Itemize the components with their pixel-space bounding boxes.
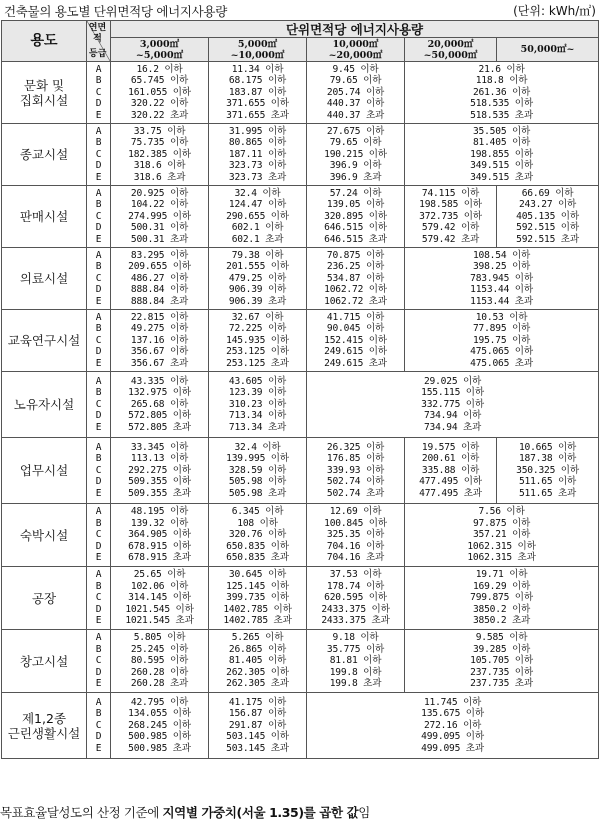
footnote [0, 803, 370, 821]
grade-list: A B C D E [87, 62, 111, 124]
grade-list: A B C D E [87, 310, 111, 372]
table-row [2, 693, 599, 759]
value-cell: 11.34 이하 68.175 이하 183.87 이하 371.655 이하 371.655 초과 [209, 62, 307, 124]
use-name: 공장 [2, 567, 87, 630]
header-diagonal-cell [87, 21, 111, 62]
value-cell: 32.4 이하 124.47 이하 290.655 이하 602.1 이하 602.1 초과 [209, 186, 307, 248]
value-cell: 41.175 이하 156.87 이하 291.87 이하 503.145 이하 503.145 초과 [209, 693, 307, 759]
value-cell: 27.675 이하 79.65 이하 190.215 이하 396.9 이하 396.9 초과 [307, 124, 405, 186]
value-cell: 19.575 이하 200.61 이하 335.88 이하 477.495 이하 477.495 초과 [405, 438, 497, 504]
use-name: 제1,2종 근린생활시설 [2, 693, 87, 759]
value-cell: 83.295 이하 209.655 이하 486.27 이하 888.84 이하 888.84 초과 [111, 248, 209, 310]
value-cell: 9.45 이하 79.65 이하 205.74 이하 440.37 이하 440.37 초과 [307, 62, 405, 124]
value-cell: 22.815 이하 49.275 이하 137.16 이하 356.67 이하 356.67 초과 [111, 310, 209, 372]
header-area-label: 연면적 [88, 23, 107, 44]
footnote-prefix: 목표효율달성도의 산정 기준에 [0, 805, 163, 820]
value-cell: 21.6 이하 118.8 이하 261.36 이하 518.535 이하 518.535 초과 [405, 62, 599, 124]
table-row [2, 567, 599, 630]
grade-list: A B C D E [87, 567, 111, 630]
value-cell: 12.69 이하 100.845 이하 325.35 이하 704.16 이하 704.16 초과 [307, 504, 405, 567]
use-name: 판매시설 [2, 186, 87, 248]
header-range-3: 10,000㎡ ~20,000㎡ [307, 38, 405, 62]
value-cell: 30.645 이하 125.145 이하 399.735 이하 1402.785 이하 1402.785 초과 [209, 567, 307, 630]
table-row [2, 438, 599, 504]
grade-list: A B C D E [87, 630, 111, 693]
unit-label: (단위: kWh/㎡) [513, 4, 596, 18]
value-cell: 108.54 이하 398.25 이하 783.945 이하 1153.44 이하 1153.44 초과 [405, 248, 599, 310]
grade-list: A B C D E [87, 124, 111, 186]
use-name: 교육연구시설 [2, 310, 87, 372]
table-row [2, 248, 599, 310]
value-cell: 43.335 이하 132.975 이하 265.68 이하 572.805 이하 572.805 초과 [111, 372, 209, 438]
header-main: 단위면적당 에너지사용량 [111, 21, 599, 38]
value-cell: 9.585 이하 39.285 이하 105.705 이하 237.735 이하 237.735 초과 [405, 630, 599, 693]
value-cell: 19.71 이하 169.29 이하 799.875 이하 3850.2 이하 3850.2 초과 [405, 567, 599, 630]
value-cell: 66.69 이하 243.27 이하 405.135 이하 592.515 이하 592.515 초과 [497, 186, 599, 248]
value-cell: 10.665 이하 187.38 이하 350.325 이하 511.65 이하 511.65 초과 [497, 438, 599, 504]
value-cell: 7.56 이하 97.875 이하 357.21 이하 1062.315 이하 1062.315 초과 [405, 504, 599, 567]
value-cell: 16.2 이하 65.745 이하 161.055 이하 320.22 이하 320.22 초과 [111, 62, 209, 124]
grade-list: A B C D E [87, 186, 111, 248]
value-cell: 11.745 이하 135.675 이하 272.16 이하 499.095 이하 499.095 초과 [307, 693, 599, 759]
value-cell: 37.53 이하 178.74 이하 620.595 이하 2433.375 이하 2433.375 초과 [307, 567, 405, 630]
grade-list: A B C D E [87, 438, 111, 504]
header-range-2: 5,000㎡ ~10,000㎡ [209, 38, 307, 62]
value-cell: 32.67 이하 72.225 이하 145.935 이하 253.125 이하 253.125 초과 [209, 310, 307, 372]
value-cell: 79.38 이하 201.555 이하 479.25 이하 906.39 이하 906.39 초과 [209, 248, 307, 310]
table-row [2, 62, 599, 124]
value-cell: 5.805 이하 25.245 이하 80.595 이하 260.28 이하 260.28 초과 [111, 630, 209, 693]
value-cell: 32.4 이하 139.995 이하 328.59 이하 505.98 이하 505.98 초과 [209, 438, 307, 504]
value-cell: 33.345 이하 113.13 이하 292.275 이하 509.355 이하 509.355 초과 [111, 438, 209, 504]
grade-list: A B C D E [87, 372, 111, 438]
value-cell: 20.925 이하 104.22 이하 274.995 이하 500.31 이하 500.31 초과 [111, 186, 209, 248]
use-name: 노유자시설 [2, 372, 87, 438]
value-cell: 10.53 이하 77.895 이하 195.75 이하 475.065 이하 475.065 초과 [405, 310, 599, 372]
table-row [2, 504, 599, 567]
header-grade-label: 등급 [89, 49, 107, 59]
value-cell: 42.795 이하 134.055 이하 268.245 이하 500.985 이하 500.985 초과 [111, 693, 209, 759]
header-use: 용도 [2, 21, 87, 62]
value-cell: 33.75 이하 75.735 이하 182.385 이하 318.6 이하 318.6 초과 [111, 124, 209, 186]
energy-table [1, 20, 599, 759]
header-range-4: 20,000㎡ ~50,000㎡ [405, 38, 497, 62]
value-cell: 26.325 이하 176.85 이하 339.93 이하 502.74 이하 502.74 초과 [307, 438, 405, 504]
value-cell: 25.65 이하 102.06 이하 314.145 이하 1021.545 이하 1021.545 초과 [111, 567, 209, 630]
value-cell: 74.115 이하 198.585 이하 372.735 이하 579.42 이하 579.42 초과 [405, 186, 497, 248]
footnote-suffix: 임 [358, 805, 370, 820]
table-row [2, 124, 599, 186]
use-name: 문화 및 집회시설 [2, 62, 87, 124]
grade-list: A B C D E [87, 504, 111, 567]
value-cell: 29.025 이하 155.115 이하 332.775 이하 734.94 이하 734.94 초과 [307, 372, 599, 438]
use-name: 종교시설 [2, 124, 87, 186]
value-cell: 70.875 이하 236.25 이하 534.87 이하 1062.72 이하 1062.72 초과 [307, 248, 405, 310]
grade-list: A B C D E [87, 248, 111, 310]
value-cell: 57.24 이하 139.05 이하 320.895 이하 646.515 이하 646.515 초과 [307, 186, 405, 248]
table-row [2, 186, 599, 248]
page-title: 건축물의 용도별 단위면적당 에너지사용량 [4, 4, 227, 19]
table-row [2, 310, 599, 372]
value-cell: 43.605 이하 123.39 이하 310.23 이하 713.34 이하 713.34 초과 [209, 372, 307, 438]
value-cell: 6.345 이하 108 이하 320.76 이하 650.835 이하 650.835 초과 [209, 504, 307, 567]
use-name: 창고시설 [2, 630, 87, 693]
use-name: 의료시설 [2, 248, 87, 310]
table-row [2, 630, 599, 693]
value-cell: 35.505 이하 81.405 이하 198.855 이하 349.515 이하 349.515 초과 [405, 124, 599, 186]
value-cell: 48.195 이하 139.32 이하 364.905 이하 678.915 이하 678.915 초과 [111, 504, 209, 567]
grade-list: A B C D E [87, 693, 111, 759]
table-row [2, 372, 599, 438]
value-cell: 41.715 이하 90.045 이하 152.415 이하 249.615 이하 249.615 초과 [307, 310, 405, 372]
footnote-bold: 지역별 가중치(서울 1.35)를 곱한 값 [162, 805, 359, 820]
value-cell: 31.995 이하 80.865 이하 187.11 이하 323.73 이하 323.73 초과 [209, 124, 307, 186]
header-range-5: 50,000㎡~ [497, 38, 599, 62]
header-range-1: 3,000㎡ ~5,000㎡ [111, 38, 209, 62]
use-name: 업무시설 [2, 438, 87, 504]
use-name: 숙박시설 [2, 504, 87, 567]
value-cell: 9.18 이하 35.775 이하 81.81 이하 199.8 이하 199.8 초과 [307, 630, 405, 693]
value-cell: 5.265 이하 26.865 이하 81.405 이하 262.305 이하 262.305 초과 [209, 630, 307, 693]
